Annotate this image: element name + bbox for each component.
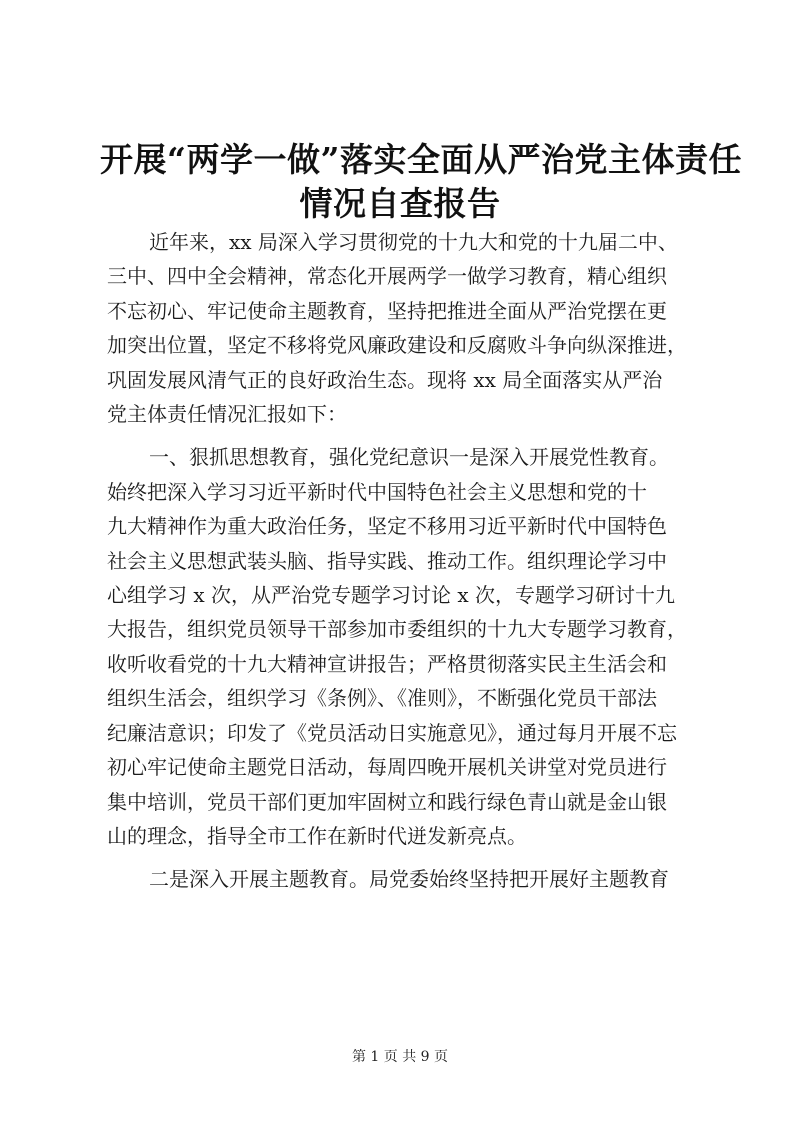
- text-line: 巩固发展风清气正的良好政治生态。现将 xx 局全面落实从严治: [107, 367, 663, 392]
- text-line: 二是深入开展主题教育。局党委始终坚持把开展好主题教育: [149, 867, 669, 892]
- text-line: 山的理念，指导全市工作在新时代迸发新亮点。: [107, 823, 527, 848]
- page-number: 第 1 页 共 9 页: [351, 1049, 449, 1065]
- text-line: 近年来，xx 局深入学习贯彻党的十九大和党的十九届二中、: [149, 230, 678, 254]
- text-line: 一、狠抓思想教育，强化党纪意识一是深入开展党性教育。: [149, 445, 669, 470]
- text-line: 社会主义思想武装头脑、指导实践、推动工作。组织理论学习中: [107, 548, 667, 573]
- paragraph-section-one: [107, 440, 711, 853]
- text-line: 加突出位置，坚定不移将党风廉政建设和反腐败斗争向纵深推进，: [107, 333, 687, 358]
- document-body: [107, 225, 711, 906]
- text-line: 三中、四中全会精神，常态化开展两学一做学习教育，精心组织: [107, 264, 667, 289]
- text-line: 初心牢记使命主题党日活动，每周四晚开展机关讲堂对党员进行: [107, 755, 667, 780]
- text-line: 组织生活会，组织学习《条例》、《准则》，不断强化党员干部法: [107, 686, 657, 711]
- document-title: [100, 138, 742, 226]
- title-line-2: 情况自查报告: [299, 184, 501, 223]
- text-line: 不忘初心、牢记使命主题教育，坚持把推进全面从严治党摆在更: [107, 298, 667, 323]
- text-line: 纪廉洁意识；印发了《党员活动日实施意见》，通过每月开展不忘: [107, 720, 677, 745]
- text-line: 大报告，组织党员领导干部参加市委组织的十九大专题学习教育，: [107, 617, 687, 642]
- text-line: 收听收看党的十九大精神宣讲报告；严格贯彻落实民主生活会和: [107, 651, 667, 676]
- title-line-1: 开展“两学一做”落实全面从严治党主体责任: [100, 140, 742, 179]
- text-line: 党主体责任情况汇报如下：: [107, 402, 347, 427]
- text-line: 心组学习 x 次，从严治党专题学习讨论 x 次，专题学习研讨十九: [107, 583, 675, 608]
- text-line: 九大精神作为重大政治任务，坚定不移用习近平新时代中国特色: [107, 514, 667, 539]
- text-line: 集中培训，党员干部们更加牢固树立和践行绿色青山就是金山银: [107, 789, 667, 814]
- text-line: 始终把深入学习习近平新时代中国特色社会主义思想和党的十: [107, 479, 647, 504]
- paragraph-intro: [107, 225, 711, 431]
- paragraph-section-two: [107, 862, 711, 896]
